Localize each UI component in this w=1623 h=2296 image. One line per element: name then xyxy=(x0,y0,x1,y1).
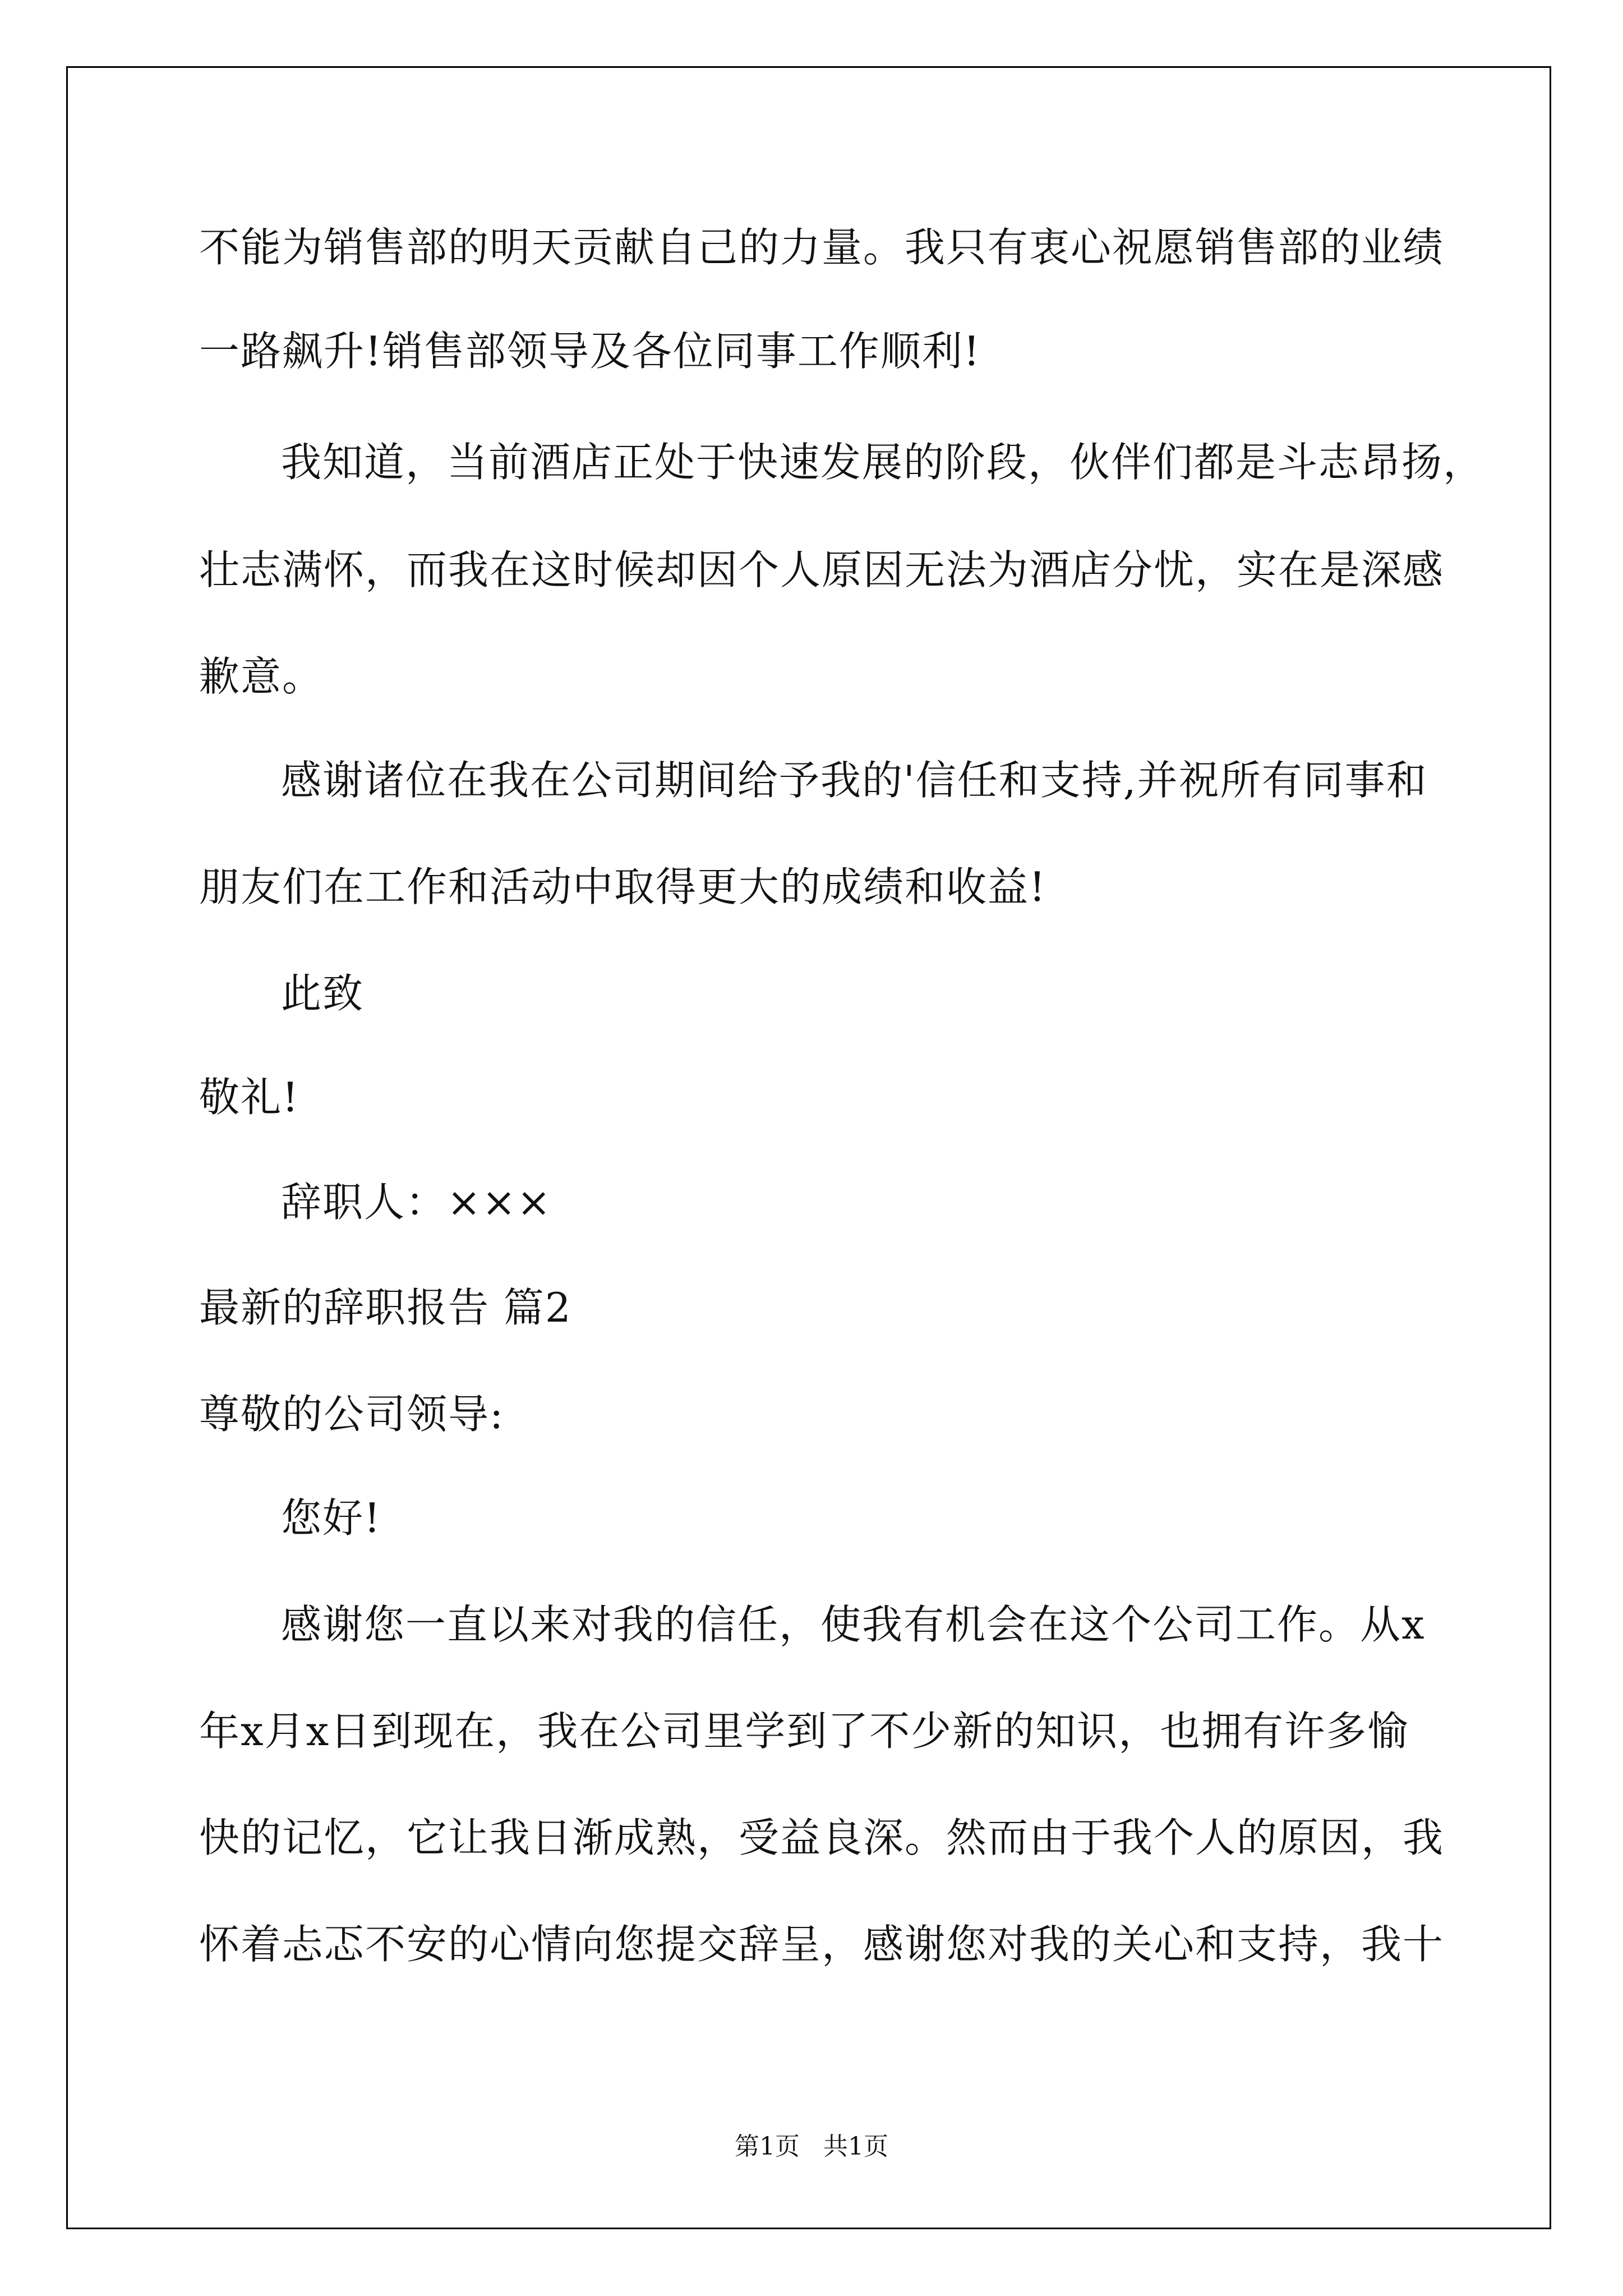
page-footer: 第1页 共1页 xyxy=(735,2132,888,2161)
paragraph-line: 朋友们在工作和活动中取得更大的成绩和收益! xyxy=(199,863,1046,910)
paragraph-line: 不能为销售部的明天贡献自己的力量。我只有衷心祝愿销售部的业绩 xyxy=(199,224,1445,271)
closing-regards: 敬礼! xyxy=(199,1074,299,1121)
paragraph-line: 一路飙升!销售部领导及各位同事工作顺利! xyxy=(199,328,981,375)
paragraph-line: 年x月x日到现在，我在公司里学到了不少新的知识，也拥有许多愉 xyxy=(199,1708,1409,1755)
greeting-line: 您好! xyxy=(281,1494,381,1542)
paragraph-line: 感谢诸位在我在公司期间给予我的'信任和支持,并祝所有同事和 xyxy=(281,757,1428,804)
signature-line: 辞职人：××× xyxy=(281,1179,552,1226)
section-heading: 最新的辞职报告 篇2 xyxy=(199,1284,572,1331)
paragraph-line: 快的记忆，它让我日渐成熟，受益良深。然而由于我个人的原因，我 xyxy=(199,1814,1445,1861)
page-border xyxy=(66,66,1551,2229)
paragraph-line: 壮志满怀，而我在这时候却因个人原因无法为酒店分忧，实在是深感 xyxy=(199,546,1445,593)
paragraph-line: 歉意。 xyxy=(199,653,324,700)
paragraph-line: 怀着忐忑不安的心情向您提交辞呈，感谢您对我的关心和支持，我十 xyxy=(199,1921,1445,1968)
paragraph-line: 我知道，当前酒店正处于快速发展的阶段，伙伴们都是斗志昂扬， xyxy=(281,439,1485,486)
closing-salutation: 此致 xyxy=(281,970,365,1017)
paragraph-line: 感谢您一直以来对我的信任，使我有机会在这个公司工作。从x xyxy=(281,1601,1426,1648)
recipient-greeting: 尊敬的公司领导: xyxy=(199,1391,505,1438)
